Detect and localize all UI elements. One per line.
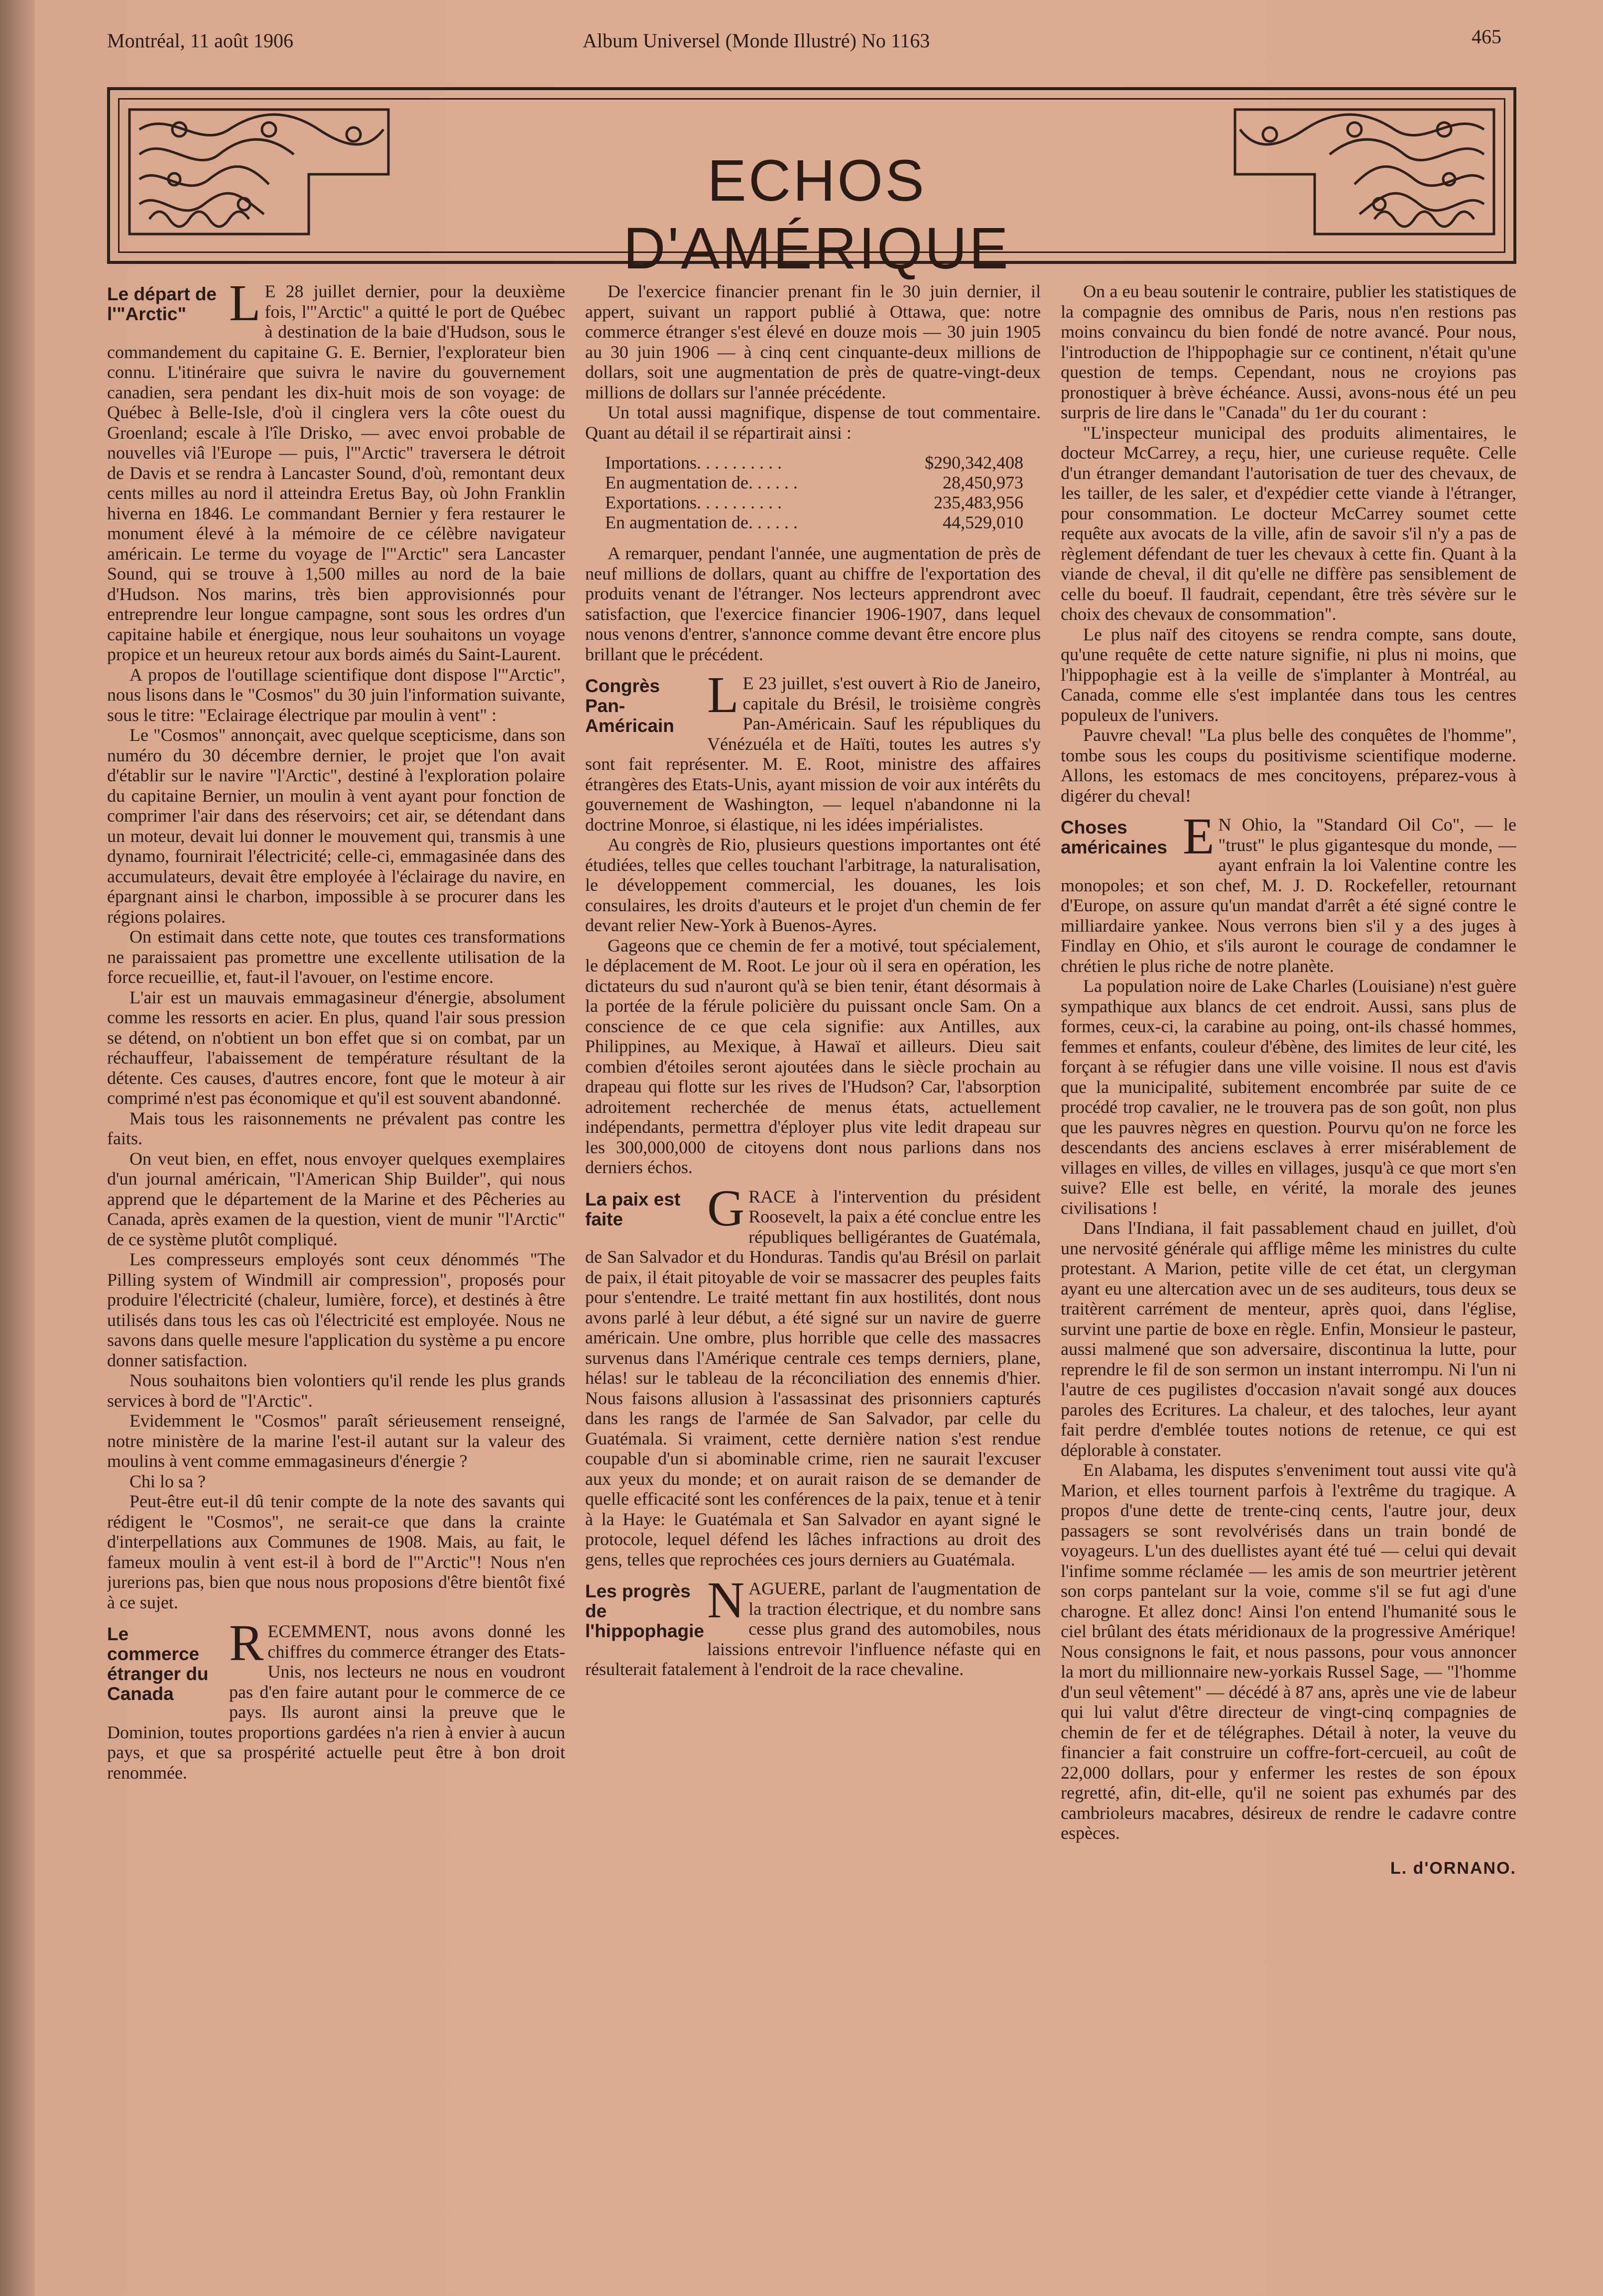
paragraph: Gageons que ce chemin de fer a motivé, tout spécialement, le déplacement de M. Root. Le jour où il sera en opération, les dictateurs du sud n'auront qu'à se bien tenir, étant désormais à la portée de la férule policière du puissant oncle Sam. On a conscience de ce que cela signifie: aux Antilles, aux Philippines, au Mexique, à Hawaï et ailleurs. Dieu sait combien d'étoiles seront ajoutées dans le siècle prochain au drapeau qui flotte sur les rives de l'Hudson? Car, l'absorption adroitement recherchée de menus états, actuellement indépendants, permettra d'éployer plus vite ledit drapeau sur les 300,000,000 de citoyens dont nous parlions dans nos derniers échos.: [585, 935, 1041, 1177]
section-title-commerce: Le commerce étranger du Canada: [107, 1624, 209, 1704]
dropcap-congres: L: [707, 673, 739, 724]
author-signature: L. d'ORNANO.: [1390, 1858, 1516, 1878]
paragraph: En Alabama, les disputes s'enveniment tout aussi vite qu'à Marion, et elles tournent parfois à l'extrême du tragique. A propos d'une dette de trente-cinq cents, l'autre jour, deux passagers se sont revolvérisés dans un train bondé de voyageurs. L'un des duellistes ayant été tué — celui qui devait l'infime somme réclamée — les amis de son meurtrier jetèrent son corps pantelant sur la voie, comme s'il se fut agi d'une charogne. Et allez donc! Ainsi l'on entend l'humanité sous le ciel brûlant des états méridionaux de la progressive Amérique! Nous consignons le fait, et nous passons, pour vous annoncer la mort du millionnaire new-yorkais Russel Sage, — "l'homme d'un seul vêtement" — décédé à 87 ans, après une vie de labeur qui lui valut d'être directeur de vingt-cinq compagnies de chemin de fer et de télégraphes. Détail à noter, la veuve du financier a fait construire un coffre-fort-cercueil, au coût de 22,000 dollars, pour y enfermer les restes de son époux regretté, afin, dit-elle, qu'il ne soient pas exhumés par des cambrioleurs macabres, désireux de rendre le cadavre contre espèces.: [1061, 1460, 1516, 1843]
paragraph: Les compresseurs employés sont ceux dénommés "The Pilling system of Windmill air compression", proposés pour produire l'électricité (chaleur, lumière, force), et destinés à être utilisés dans tous les cas où l'électricité est employée. Nous ne savons dans quelle mesure l'application du système a pu encore donner satisfaction.: [107, 1249, 565, 1370]
paragraph: On estimait dans cette note, que toutes ces transformations ne paraissaient pas promettre une excellente utilisation de la force recueillie, et, faut-il l'avouer, on l'estime encore.: [107, 927, 565, 987]
section-arctic: [107, 281, 565, 1612]
section-title-hippophagie: Les progrès de l'hippophagie: [585, 1581, 705, 1641]
section-paix: [585, 1187, 1041, 1570]
paragraph: L'air est un mauvais emmagasineur d'énergie, absolument comme les ressorts en acier. En plus, quand l'air sous pression se détend, on n'obtient un bon effet que si on combat, par un réchauffeur, l'abaissement de température résultant de la détente. Ces causes, d'autres encore, font que le moteur à air comprimé n'est pas économique et qu'il est souvent abandonné.: [107, 987, 565, 1108]
column-1: [107, 281, 565, 1783]
page-binding-edge: [0, 0, 35, 2296]
paragraph: E 23 juillet, s'est ouvert à Rio de Janeiro, capitale du Brésil, le troisième congrès Pan-Américain. Sauf les républiques du Vénézuéla et de Haïti, toutes les autres s'y sont fait représenter. M. E. Root, ministre des affaires étrangères des Etats-Unis, ayant mission de voir aux intérêts du gouvernement de Washington, — lequel n'abandonne ni la doctrine Monroe, si élastique, ni les idées impérialistes.: [585, 673, 1041, 835]
paragraph: A propos de l'outillage scientifique dont dispose l'"Arctic", nous lisons dans le "Cosmos" du 30 juin l'information suivante, sous le titre: "Eclairage électrique par moulin à vent" :: [107, 664, 565, 725]
paragraph: Chi lo sa ?: [129, 1471, 206, 1491]
table-row: [605, 512, 1023, 532]
section-commerce-cont: [585, 281, 1041, 664]
paragraph: "L'inspecteur municipal des produits alimentaires, le docteur McCarrey, a reçu, hier, une curieuse requête. Celle d'un étranger demandant l'autorisation de tuer des chevaux, de les tailler, de les saler, et d'expédier cette viande à l'étranger, pour consommation. Le docteur McCarrey soumet cette requête aux avocats de la ville, afin de savoir s'il n'y a pas de règlement défendant de tuer les chevaux à cette fin. Quant à la viande de cheval, il dit qu'elle ne diffère pas sensiblement de celle du boeuf. Il faudrait, cependant, être très sévère sur le choix des chevaux de consommation".: [1061, 422, 1516, 624]
dropcap-hippophagie: N: [707, 1578, 745, 1629]
section-choses: [1061, 815, 1516, 1843]
section-title-arctic: Le départ de l'"Arctic": [107, 284, 217, 324]
dropcap-paix: G: [707, 1186, 745, 1237]
section-hippophagie-cont: [1061, 281, 1516, 806]
paragraph: ECEMMENT, nous avons donné les chiffres du commerce étranger des Etats-Unis, nos lecteurs ne nous en voudront pas d'en faire autant pour le commerce de ce pays. Ils auront ainsi la preuve que le Dominion, toutes proportions gardées n'a rien à envier à aucun pays, et que sa prospérité actuelle peut être à bon droit renommée.: [107, 1621, 565, 1783]
paragraph: AGUERE, parlant de l'augmentation de la traction électrique, et du nombre sans cesse plus grand des automobiles, nous laissions entrevoir l'influence néfaste qui en résulterait fatalement à l'endroit de la race chevaline.: [585, 1578, 1041, 1679]
section-banner: [107, 87, 1516, 281]
header-page-number: 465: [1472, 25, 1501, 48]
table-label: Exportations. . . . . . . . . .: [605, 492, 782, 512]
dropcap-commerce: R: [229, 1621, 264, 1672]
header-date: Montréal, 11 août 1906: [107, 29, 294, 52]
paragraph: N Ohio, la "Standard Oil Co", — le "trust" le plus gigantesque du monde, — ayant enfrain la loi Valentine contre les monopoles; et son chef, M. J. D. Rockefeller, retournant d'Europe, on assure qu'un mandat d'arrêt a été signé contre le milliardaire yankee. Nous verrons bien s'il y a des juges à Findlay en Ohio, et s'ils auront le courage de condamner le chrétien le plus riche de notre planète.: [1061, 815, 1516, 976]
paragraph: Le "Cosmos" annonçait, avec quelque scepticisme, dans son numéro du 30 décembre dernier, le projet que l'on avait d'établir sur le navire "l'Arctic", destiné à l'exploration polaire du capitaine Bernier, un moulin à vent ayant pour fonction de comprimer l'air dans des réservoirs; cet air, se détendant dans un moteur, devait lui donner le mouvement qui, transmis à une dynamo, fournirait l'électricité; celle-ci, emmagasinée dans des accumulateurs, devait être employée à l'éclairage du navire, en épargnant ainsi le charbon, impossible à se procurer dans les régions polaires.: [107, 725, 565, 927]
table-value: 44,529,010: [943, 512, 1023, 532]
section-title-congres: Congrès Pan-Américain: [585, 676, 674, 736]
banner-inner-frame: [118, 98, 1505, 281]
paragraph: Un total aussi magnifique, dispense de tout commentaire. Quant au détail il se répartirait ainsi :: [585, 402, 1041, 443]
table-value: $290,342,408: [925, 453, 1023, 473]
banner-title: ECHOS D'AMÉRIQUE: [623, 148, 1010, 281]
paragraph: On a eu beau soutenir le contraire, publier les statistiques de la compagnie des omnibus de Paris, nous n'en restions pas moins convaincu du bien fondé de notre avancé. Pour nous, l'introduction de l'hippophagie sur ce continent, n'était qu'une question de temps. Cependant, nous ne croyions pas pronostiquer à brève échéance. Aussi, avons-nous été un peu surpris de lire dans le "Canada" du 1er du courant :: [1061, 281, 1516, 422]
paragraph: A remarquer, pendant l'année, une augmentation de près de neuf millions de dollars, quant au chiffre de l'exportation des produits venant de l'étranger. Nos lecteurs apprendront avec satisfaction, que l'exercice financier 1906-1907, dans lequel nous venons d'entrer, s'annonce comme devant être encore plus brillant que le précédent.: [585, 543, 1041, 664]
table-row: [605, 453, 1023, 473]
paragraph: Evidemment le "Cosmos" paraît sérieusement renseigné, notre ministère de la marine l'est-il autant sur la valeur des moulins à vent comme emmagasineurs d'énergie ?: [107, 1411, 565, 1471]
paragraph: Peut-être eut-il dû tenir compte de la note des savants qui rédigent le "Cosmos", ne serait-ce que dans la crainte d'interpellations aux Communes de 1908. Mais, au fait, le fameux moulin à vent est-il à bord de l'"Arctic"! Nous n'en jurerions pas, bien que nous nous proposions d'être bientôt fixé à ce sujet.: [107, 1491, 565, 1612]
paragraph: Pauvre cheval! "La plus belle des conquêtes de l'homme", tombe sous les coups du positivisme scientifique moderne. Allons, les estomacs de mes concitoyens, préparez-vous à digérer du cheval!: [1061, 725, 1516, 806]
section-commerce: [107, 1621, 565, 1783]
table-row: [605, 492, 1023, 512]
table-row: [605, 473, 1023, 492]
table-label: En augmentation de. . . . . .: [605, 512, 798, 532]
dropcap-choses: E: [1183, 815, 1215, 865]
section-congres: [585, 673, 1041, 1178]
dropcap-arctic: L: [229, 281, 261, 332]
paragraph: Le plus naïf des citoyens se rendra compte, sans doute, qu'une requête de cette nature signifie, ni plus ni moins, que l'hippophagie est à la veille de s'implanter à Montréal, au Canada, comme elle s'est implantée dans tous les centres populeux de l'univers.: [1061, 624, 1516, 725]
header-publication: Album Universel (Monde Illustré) No 1163: [583, 29, 930, 52]
section-hippophagie: [585, 1578, 1041, 1680]
paragraph: Nous souhaitons bien volontiers qu'il rende les plus grands services à bord de "l'Arctic".: [107, 1370, 565, 1411]
paragraph: Dans l'Indiana, il fait passablement chaud en juillet, d'où une nervosité générale qui afflige même les ministres du culte protestant. A Marion, petite ville de cet état, un clergyman ayant eu une altercation avec un de ses auditeurs, tous deux se traitèrent carrément de menteur, après quoi, dans l'église, survint une partie de boxe en règle. Enfin, Monsieur le pasteur, aussi malmené que son adversaire, discontinua la lutte, pour reprendre le fil de son sermon un instant interrompu. Ni l'un ni l'autre de ces pugilistes d'occasion n'avait songé aux douces paroles des Ecritures. La chaleur, et des taloches, leur ayant fait perdre d'emblée toutes notions de retenue, ce qui est déplorable à constater.: [1061, 1218, 1516, 1460]
paragraph: Mais tous les raisonnements ne prévalent pas contre les faits.: [107, 1108, 565, 1148]
paragraph: RACE à l'intervention du président Roosevelt, la paix a été conclue entre les républiques belligérantes de Guatémala, de San Salvador et du Honduras. Tandis qu'au Brésil on parlait de paix, il était pitoyable de voir se massacrer des peuples faits pour s'entendre. Le traité mettant fin aux hostilités, dont nous avons parlé à leur début, a été signé sur un navire de guerre américain. Une ombre, plus horrible que celle des massacres survenus dans l'Amérique centrale ces temps derniers, plane, hélas! sur le tableau de la réconciliation des ennemis d'hier. Nous faisons allusion à l'assassinat des prisonniers capturés dans les rangs de l'armée de San Salvador, par celle du Guatémala. Si vraiment, cette dernière nation s'est rendue coupable d'un si abominable crime, rien ne saurait l'excuser aux yeux du monde; et on aurait raison de se demander de quelle efficacité sont les conférences de la paix, tenue et à tenir à la Haye: le Guatémala et San Salvador en ayant signé le protocole, lequel défend les lâches infractions au droit des gens, telles que reprochées ces jours derniers au Guatémala.: [585, 1186, 1041, 1570]
paragraph: E 28 juillet dernier, pour la deuxième fois, l'"Arctic" a quitté le port de Québec à destination de la baie d'Hudson, sous le commandement du capitaine G. E. Bernier, l'explorateur bien connu. L'itinéraire que suivra le navire du gouvernement canadien, sera pendant les dix-huit mois de son voyage: de Québec à Belle-Isle, d'où il cinglera vers la côte ouest du Groenland; escale à l'île Drisko, — avec envoi probable de nouvelles viâ l'Europe — puis, l'"Arctic" traversera le détroit de Davis et se rendra à Lancaster Sound, d'où, remontant deux cents milles au nord il atteindra Eretus Bay, où John Franklin hiverna en 1846. Le commandant Bernier y fera restaurer le monument élevé à la mémoire de ce célèbre navigateur américain. Le terme du voyage de l'"Arctic" sera Lancaster Sound, qui se trouve à 1,500 milles au nord de la baie d'Hudson. Nos marins, très bien approvisionnés pour entreprendre leur longue campagne, sont sous les ordres d'un capitaine habile et énergique, nous leur souhaitons un voyage propice et un heureux retour aux bords aimés du Saint-Laurent.: [107, 281, 565, 664]
floral-scroll-ornament-icon: [120, 100, 398, 244]
column-3: [1061, 281, 1516, 1878]
table-label: En augmentation de. . . . . .: [605, 473, 798, 492]
paragraph: Au congrès de Rio, plusieurs questions importantes ont été étudiées, telles que celles touchant l'arbitrage, la naturalisation, le développement commercial, les douanes, les lois consulaires, les droits d'auteurs et le projet d'un chemin de fer devant relier New-York à Buenos-Ayres.: [585, 835, 1041, 935]
section-title-paix: La paix est faite: [585, 1189, 681, 1229]
table-label: Importations. . . . . . . . . .: [605, 453, 782, 473]
floral-scroll-ornament-right-icon: [1225, 100, 1504, 244]
column-2: [585, 281, 1041, 1680]
paragraph: On veut bien, en effet, nous envoyer quelques exemplaires d'un journal américain, "l'American Ship Builder", qui nous apprend que le département de la Marine et des Pêcheries au Canada, après examen de la question, vient de munir "l'Arctic" de ce système plutôt compliqué.: [107, 1148, 565, 1249]
paragraph: La population noire de Lake Charles (Louisiane) n'est guère sympathique aux blancs de cet endroit. Aussi, sans plus de formes, ceux-ci, la carabine au poing, ont-ils chassé hommes, femmes et enfants, couleur d'ébène, des limites de leur cité, les forçant à se réfugier dans une ville voisine. Il nous est d'avis que la municipalité, subitement encombrée par suite de ce procédé trop cavalier, ne le trouvera pas de son goût, non plus que les pauvres nègres en question. Pourvu qu'on ne force les descendants des anciens esclaves à errer misérablement de villages en villes, de villes en villages, jusqu'à ce que mort s'en suive? Elle est belle, en vérité, la morale des jeunes civilisations !: [1061, 976, 1516, 1218]
page-header: [107, 25, 1501, 55]
table-value: 235,483,956: [934, 492, 1023, 512]
trade-table: [605, 453, 1023, 532]
section-title-choses: Choses américaines: [1061, 817, 1167, 857]
table-value: 28,450,973: [943, 473, 1023, 492]
paragraph: De l'exercice financier prenant fin le 30 juin dernier, il appert, suivant un rapport publié à Ottawa, que: notre commerce étranger s'est élevé en douze mois — 30 juin 1905 au 30 juin 1906 — à cinq cent cinquante-deux millions de dollars, soit une augmentation de près de quatre-vingt-deux millions de dollars sur l'année précédente.: [585, 281, 1041, 402]
